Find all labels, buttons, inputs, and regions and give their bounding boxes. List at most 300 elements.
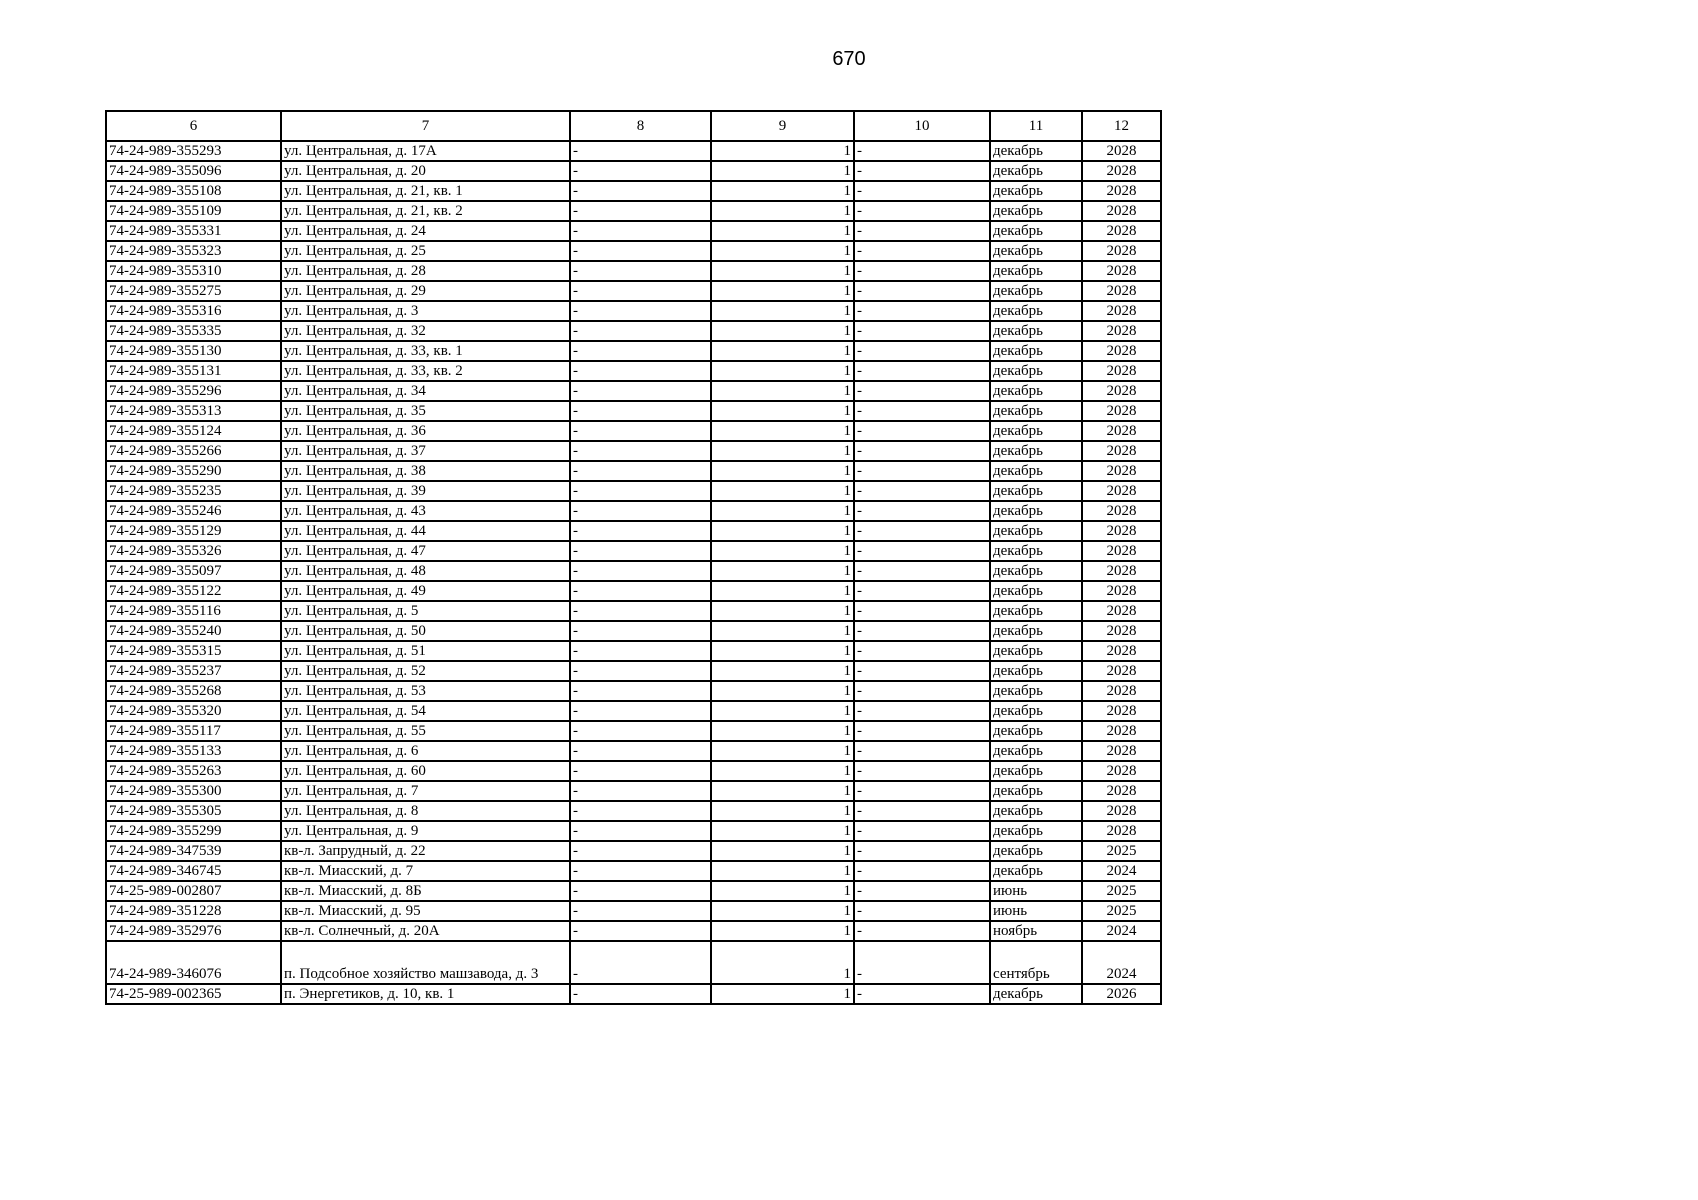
address-cell: ул. Центральная, д. 17А (281, 141, 570, 161)
col-8-cell: - (570, 281, 711, 301)
col-10-cell: - (854, 861, 990, 881)
col-8-cell: - (570, 481, 711, 501)
page-number: 670 (832, 48, 866, 70)
month-cell: декабрь (990, 661, 1082, 681)
address-cell: ул. Центральная, д. 7 (281, 781, 570, 801)
table-row (106, 921, 1161, 941)
col-10-cell: - (854, 261, 990, 281)
month-cell: декабрь (990, 141, 1082, 161)
month-cell: декабрь (990, 501, 1082, 521)
address-cell: ул. Центральная, д. 33, кв. 1 (281, 341, 570, 361)
year-cell: 2028 (1082, 221, 1161, 241)
col-9-cell: 1 (711, 401, 854, 421)
col-8-cell: - (570, 421, 711, 441)
header-col-7: 7 (281, 111, 570, 141)
col-10-cell: - (854, 141, 990, 161)
table-row (106, 441, 1161, 461)
year-cell: 2028 (1082, 541, 1161, 561)
col-8-cell: - (570, 201, 711, 221)
col-10-cell: - (854, 701, 990, 721)
year-cell: 2028 (1082, 241, 1161, 261)
month-cell: декабрь (990, 261, 1082, 281)
col-9-cell: 1 (711, 301, 854, 321)
year-cell: 2028 (1082, 561, 1161, 581)
year-cell: 2028 (1082, 501, 1161, 521)
col-10-cell: - (854, 241, 990, 261)
col-8-cell: - (570, 681, 711, 701)
year-cell: 2028 (1082, 481, 1161, 501)
col-9-cell: 1 (711, 781, 854, 801)
month-cell: сентябрь (990, 941, 1082, 984)
cadastral-number-cell: 74-24-989-355096 (106, 161, 281, 181)
col-9-cell: 1 (711, 721, 854, 741)
col-10-cell: - (854, 941, 990, 984)
col-9-cell: 1 (711, 441, 854, 461)
col-9-cell: 1 (711, 461, 854, 481)
year-cell: 2028 (1082, 741, 1161, 761)
month-cell: декабрь (990, 521, 1082, 541)
cadastral-number-cell: 74-24-989-355129 (106, 521, 281, 541)
address-cell: ул. Центральная, д. 36 (281, 421, 570, 441)
cadastral-number-cell: 74-24-989-355109 (106, 201, 281, 221)
cadastral-number-cell: 74-24-989-355131 (106, 361, 281, 381)
year-cell: 2025 (1082, 901, 1161, 921)
col-9-cell: 1 (711, 641, 854, 661)
col-9-cell: 1 (711, 221, 854, 241)
cadastral-number-cell: 74-24-989-355316 (106, 301, 281, 321)
address-cell: ул. Центральная, д. 9 (281, 821, 570, 841)
month-cell: декабрь (990, 984, 1082, 1004)
col-10-cell: - (854, 984, 990, 1004)
cadastral-number-cell: 74-24-989-355299 (106, 821, 281, 841)
month-cell: декабрь (990, 681, 1082, 701)
table-row (106, 481, 1161, 501)
col-8-cell: - (570, 381, 711, 401)
col-9-cell: 1 (711, 541, 854, 561)
col-8-cell: - (570, 581, 711, 601)
address-cell: ул. Центральная, д. 53 (281, 681, 570, 701)
month-cell: декабрь (990, 741, 1082, 761)
cadastral-number-cell: 74-24-989-355335 (106, 321, 281, 341)
col-9-cell: 1 (711, 161, 854, 181)
cadastral-number-cell: 74-24-989-355097 (106, 561, 281, 581)
col-8-cell: - (570, 521, 711, 541)
col-9-cell: 1 (711, 361, 854, 381)
col-10-cell: - (854, 841, 990, 861)
col-8-cell: - (570, 801, 711, 821)
table-row (106, 801, 1161, 821)
col-10-cell: - (854, 821, 990, 841)
col-8-cell: - (570, 941, 711, 984)
cadastral-number-cell: 74-24-989-355130 (106, 341, 281, 361)
year-cell: 2028 (1082, 421, 1161, 441)
cadastral-number-cell: 74-24-989-355266 (106, 441, 281, 461)
col-9-cell: 1 (711, 261, 854, 281)
col-9-cell: 1 (711, 381, 854, 401)
col-9-cell: 1 (711, 921, 854, 941)
month-cell: декабрь (990, 241, 1082, 261)
month-cell: декабрь (990, 801, 1082, 821)
address-cell: кв-л. Запрудный, д. 22 (281, 841, 570, 861)
year-cell: 2028 (1082, 141, 1161, 161)
col-8-cell: - (570, 761, 711, 781)
table-row (106, 461, 1161, 481)
col-10-cell: - (854, 181, 990, 201)
month-cell: декабрь (990, 821, 1082, 841)
col-10-cell: - (854, 601, 990, 621)
month-cell: декабрь (990, 401, 1082, 421)
month-cell: декабрь (990, 861, 1082, 881)
table-row (106, 881, 1161, 901)
col-10-cell: - (854, 721, 990, 741)
col-10-cell: - (854, 581, 990, 601)
col-10-cell: - (854, 221, 990, 241)
table-row (106, 821, 1161, 841)
header-col-6: 6 (106, 111, 281, 141)
col-10-cell: - (854, 901, 990, 921)
address-cell: п. Подсобное хозяйство машзавода, д. 3 (281, 941, 570, 984)
col-9-cell: 1 (711, 701, 854, 721)
col-10-cell: - (854, 741, 990, 761)
col-10-cell: - (854, 661, 990, 681)
address-cell: ул. Центральная, д. 21, кв. 1 (281, 181, 570, 201)
table-row (106, 381, 1161, 401)
col-10-cell: - (854, 641, 990, 661)
month-cell: декабрь (990, 761, 1082, 781)
year-cell: 2028 (1082, 441, 1161, 461)
address-cell: ул. Центральная, д. 50 (281, 621, 570, 641)
col-10-cell: - (854, 161, 990, 181)
address-cell: ул. Центральная, д. 34 (281, 381, 570, 401)
col-10-cell: - (854, 361, 990, 381)
month-cell: декабрь (990, 561, 1082, 581)
col-9-cell: 1 (711, 481, 854, 501)
table-row (106, 741, 1161, 761)
cadastral-number-cell: 74-24-989-355235 (106, 481, 281, 501)
cadastral-number-cell: 74-24-989-355323 (106, 241, 281, 261)
col-10-cell: - (854, 561, 990, 581)
year-cell: 2028 (1082, 661, 1161, 681)
col-9-cell: 1 (711, 421, 854, 441)
address-cell: ул. Центральная, д. 43 (281, 501, 570, 521)
year-cell: 2028 (1082, 721, 1161, 741)
cadastral-number-cell: 74-24-989-355315 (106, 641, 281, 661)
col-8-cell: - (570, 261, 711, 281)
address-cell: ул. Центральная, д. 44 (281, 521, 570, 541)
col-8-cell: - (570, 601, 711, 621)
col-8-cell: - (570, 341, 711, 361)
year-cell: 2028 (1082, 581, 1161, 601)
col-9-cell: 1 (711, 141, 854, 161)
col-8-cell: - (570, 161, 711, 181)
address-cell: ул. Центральная, д. 39 (281, 481, 570, 501)
col-8-cell: - (570, 321, 711, 341)
cadastral-number-cell: 74-24-989-355275 (106, 281, 281, 301)
table-row (106, 361, 1161, 381)
header-col-12: 12 (1082, 111, 1161, 141)
col-9-cell: 1 (711, 201, 854, 221)
month-cell: декабрь (990, 201, 1082, 221)
table-row (106, 301, 1161, 321)
address-cell: ул. Центральная, д. 60 (281, 761, 570, 781)
year-cell: 2024 (1082, 941, 1161, 984)
col-10-cell: - (854, 541, 990, 561)
month-cell: декабрь (990, 161, 1082, 181)
col-9-cell: 1 (711, 561, 854, 581)
col-9-cell: 1 (711, 841, 854, 861)
cadastral-number-cell: 74-24-989-355133 (106, 741, 281, 761)
col-10-cell: - (854, 301, 990, 321)
col-10-cell: - (854, 521, 990, 541)
address-cell: ул. Центральная, д. 28 (281, 261, 570, 281)
col-8-cell: - (570, 621, 711, 641)
year-cell: 2028 (1082, 401, 1161, 421)
header-col-8: 8 (570, 111, 711, 141)
cadastral-number-cell: 74-24-989-355331 (106, 221, 281, 241)
col-8-cell: - (570, 221, 711, 241)
cadastral-number-cell: 74-24-989-355122 (106, 581, 281, 601)
col-8-cell: - (570, 561, 711, 581)
col-8-cell: - (570, 401, 711, 421)
header-col-10: 10 (854, 111, 990, 141)
month-cell: декабрь (990, 281, 1082, 301)
address-cell: ул. Центральная, д. 5 (281, 601, 570, 621)
year-cell: 2028 (1082, 341, 1161, 361)
address-cell: ул. Центральная, д. 20 (281, 161, 570, 181)
table-row (106, 901, 1161, 921)
col-10-cell: - (854, 481, 990, 501)
address-cell: ул. Центральная, д. 54 (281, 701, 570, 721)
month-cell: июнь (990, 881, 1082, 901)
table-row (106, 941, 1161, 984)
year-cell: 2028 (1082, 761, 1161, 781)
col-10-cell: - (854, 781, 990, 801)
col-10-cell: - (854, 341, 990, 361)
col-8-cell: - (570, 984, 711, 1004)
col-10-cell: - (854, 461, 990, 481)
address-cell: ул. Центральная, д. 6 (281, 741, 570, 761)
table-row (106, 761, 1161, 781)
month-cell: декабрь (990, 581, 1082, 601)
table-row (106, 701, 1161, 721)
month-cell: декабрь (990, 721, 1082, 741)
cadastral-number-cell: 74-24-989-355117 (106, 721, 281, 741)
col-10-cell: - (854, 681, 990, 701)
table-row (106, 321, 1161, 341)
table-row (106, 341, 1161, 361)
col-8-cell: - (570, 821, 711, 841)
table-row (106, 681, 1161, 701)
year-cell: 2028 (1082, 461, 1161, 481)
cadastral-number-cell: 74-24-989-355263 (106, 761, 281, 781)
address-cell: ул. Центральная, д. 3 (281, 301, 570, 321)
year-cell: 2028 (1082, 161, 1161, 181)
col-9-cell: 1 (711, 861, 854, 881)
address-cell: кв-л. Миасский, д. 8Б (281, 881, 570, 901)
table-row (106, 621, 1161, 641)
col-9-cell: 1 (711, 181, 854, 201)
col-8-cell: - (570, 361, 711, 381)
cadastral-number-cell: 74-24-989-355116 (106, 601, 281, 621)
header-row (106, 111, 1161, 141)
table-row (106, 201, 1161, 221)
address-cell: ул. Центральная, д. 35 (281, 401, 570, 421)
cadastral-number-cell: 74-24-989-355293 (106, 141, 281, 161)
address-cell: ул. Центральная, д. 25 (281, 241, 570, 261)
table-row (106, 161, 1161, 181)
table-row (106, 781, 1161, 801)
table-row (106, 661, 1161, 681)
address-cell: кв-л. Миасский, д. 7 (281, 861, 570, 881)
table-row (106, 541, 1161, 561)
col-8-cell: - (570, 141, 711, 161)
year-cell: 2028 (1082, 801, 1161, 821)
col-8-cell: - (570, 461, 711, 481)
col-8-cell: - (570, 701, 711, 721)
col-8-cell: - (570, 181, 711, 201)
col-8-cell: - (570, 721, 711, 741)
cadastral-number-cell: 74-24-989-355326 (106, 541, 281, 561)
address-cell: ул. Центральная, д. 21, кв. 2 (281, 201, 570, 221)
table-row (106, 181, 1161, 201)
month-cell: декабрь (990, 481, 1082, 501)
col-9-cell: 1 (711, 601, 854, 621)
year-cell: 2028 (1082, 381, 1161, 401)
month-cell: ноябрь (990, 921, 1082, 941)
year-cell: 2028 (1082, 641, 1161, 661)
year-cell: 2028 (1082, 701, 1161, 721)
address-cell: ул. Центральная, д. 55 (281, 721, 570, 741)
col-8-cell: - (570, 841, 711, 861)
col-9-cell: 1 (711, 941, 854, 984)
col-9-cell: 1 (711, 801, 854, 821)
year-cell: 2026 (1082, 984, 1161, 1004)
table-row (106, 421, 1161, 441)
month-cell: декабрь (990, 361, 1082, 381)
col-9-cell: 1 (711, 621, 854, 641)
address-cell: ул. Центральная, д. 33, кв. 2 (281, 361, 570, 381)
address-cell: ул. Центральная, д. 47 (281, 541, 570, 561)
col-9-cell: 1 (711, 321, 854, 341)
month-cell: декабрь (990, 701, 1082, 721)
table-row (106, 841, 1161, 861)
cadastral-number-cell: 74-24-989-355320 (106, 701, 281, 721)
table-row (106, 141, 1161, 161)
col-9-cell: 1 (711, 984, 854, 1004)
year-cell: 2028 (1082, 681, 1161, 701)
col-8-cell: - (570, 501, 711, 521)
cadastral-number-cell: 74-25-989-002365 (106, 984, 281, 1004)
month-cell: декабрь (990, 421, 1082, 441)
month-cell: декабрь (990, 181, 1082, 201)
cadastral-number-cell: 74-24-989-346745 (106, 861, 281, 881)
year-cell: 2028 (1082, 181, 1161, 201)
table-row (106, 561, 1161, 581)
table-row (106, 861, 1161, 881)
month-cell: декабрь (990, 541, 1082, 561)
col-10-cell: - (854, 401, 990, 421)
col-10-cell: - (854, 761, 990, 781)
year-cell: 2028 (1082, 261, 1161, 281)
year-cell: 2028 (1082, 301, 1161, 321)
address-cell: п. Энергетиков, д. 10, кв. 1 (281, 984, 570, 1004)
col-8-cell: - (570, 921, 711, 941)
month-cell: декабрь (990, 461, 1082, 481)
col-8-cell: - (570, 301, 711, 321)
month-cell: декабрь (990, 621, 1082, 641)
address-cell: ул. Центральная, д. 49 (281, 581, 570, 601)
month-cell: декабрь (990, 841, 1082, 861)
col-10-cell: - (854, 281, 990, 301)
col-8-cell: - (570, 541, 711, 561)
cadastral-number-cell: 74-24-989-352976 (106, 921, 281, 941)
col-9-cell: 1 (711, 241, 854, 261)
table-row (106, 521, 1161, 541)
year-cell: 2028 (1082, 821, 1161, 841)
year-cell: 2028 (1082, 601, 1161, 621)
table-row (106, 241, 1161, 261)
address-cell: ул. Центральная, д. 24 (281, 221, 570, 241)
cadastral-number-cell: 74-24-989-346076 (106, 941, 281, 984)
address-cell: ул. Центральная, д. 32 (281, 321, 570, 341)
cadastral-number-cell: 74-24-989-351228 (106, 901, 281, 921)
table-row (106, 501, 1161, 521)
year-cell: 2028 (1082, 201, 1161, 221)
cadastral-number-cell: 74-24-989-355240 (106, 621, 281, 641)
year-cell: 2024 (1082, 921, 1161, 941)
registry-table (105, 110, 1162, 1005)
address-cell: ул. Центральная, д. 52 (281, 661, 570, 681)
cadastral-number-cell: 74-24-989-355300 (106, 781, 281, 801)
cadastral-number-cell: 74-24-989-355246 (106, 501, 281, 521)
month-cell: декабрь (990, 221, 1082, 241)
table-row (106, 221, 1161, 241)
table-row (106, 581, 1161, 601)
cadastral-number-cell: 74-24-989-355268 (106, 681, 281, 701)
cadastral-number-cell: 74-24-989-355310 (106, 261, 281, 281)
col-8-cell: - (570, 241, 711, 261)
month-cell: декабрь (990, 301, 1082, 321)
address-cell: ул. Центральная, д. 29 (281, 281, 570, 301)
col-10-cell: - (854, 421, 990, 441)
col-9-cell: 1 (711, 681, 854, 701)
col-9-cell: 1 (711, 501, 854, 521)
cadastral-number-cell: 74-24-989-347539 (106, 841, 281, 861)
col-8-cell: - (570, 661, 711, 681)
col-10-cell: - (854, 201, 990, 221)
table-body (106, 141, 1161, 1004)
cadastral-number-cell: 74-24-989-355108 (106, 181, 281, 201)
table-row (106, 401, 1161, 421)
table-row (106, 281, 1161, 301)
year-cell: 2028 (1082, 361, 1161, 381)
col-9-cell: 1 (711, 581, 854, 601)
col-8-cell: - (570, 741, 711, 761)
cadastral-number-cell: 74-24-989-355124 (106, 421, 281, 441)
month-cell: декабрь (990, 781, 1082, 801)
cadastral-number-cell: 74-24-989-355313 (106, 401, 281, 421)
col-10-cell: - (854, 881, 990, 901)
col-10-cell: - (854, 921, 990, 941)
col-9-cell: 1 (711, 881, 854, 901)
col-10-cell: - (854, 621, 990, 641)
year-cell: 2028 (1082, 281, 1161, 301)
header-col-9: 9 (711, 111, 854, 141)
col-10-cell: - (854, 321, 990, 341)
col-10-cell: - (854, 381, 990, 401)
year-cell: 2024 (1082, 861, 1161, 881)
col-9-cell: 1 (711, 761, 854, 781)
